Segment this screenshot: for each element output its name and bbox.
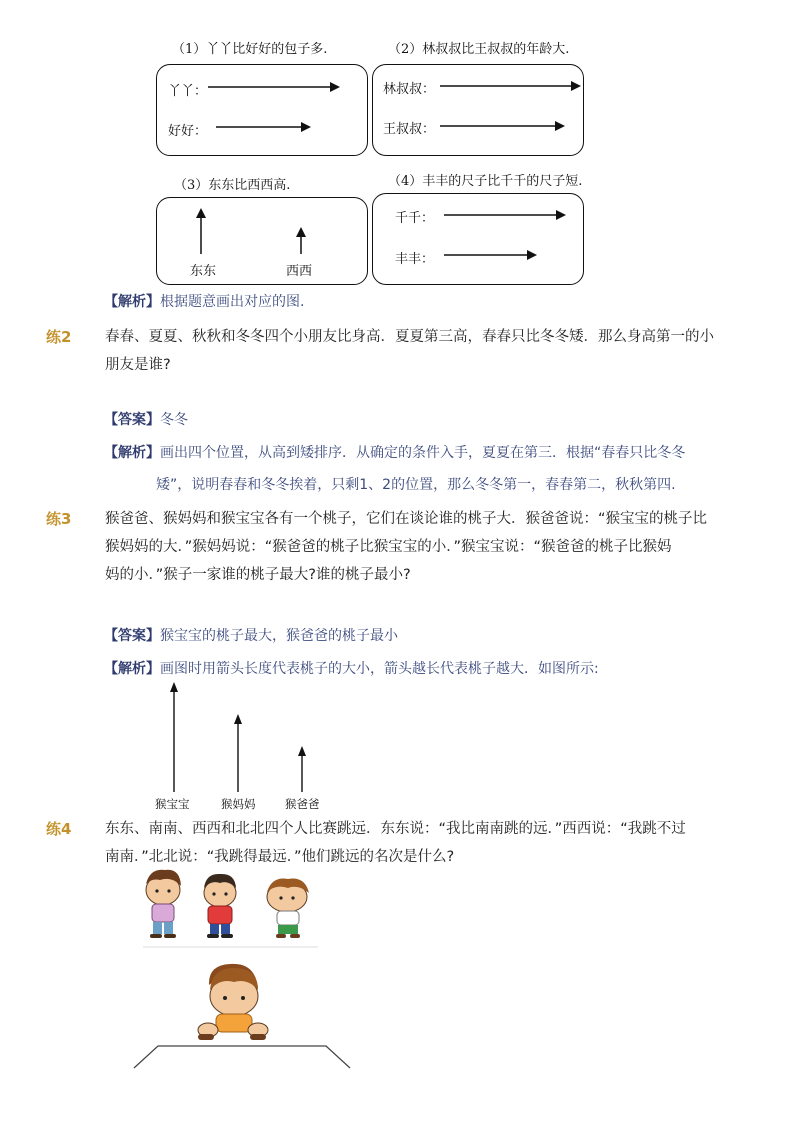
monkey-label-baby: 猴宝宝 [155, 797, 190, 811]
q1-row1-label: 丫丫： [168, 84, 208, 99]
q2-row2-label: 王叔叔： [383, 122, 436, 137]
ex4-line1: 东东、南南、西西和北北四个人比赛跳远．东东说：“我比南南跳的远．”西西说：“我跳不过 [105, 821, 686, 837]
cartoon-kid-3 [267, 879, 309, 938]
cartoon-kid-1 [146, 870, 181, 938]
monkey-label-mom: 猴妈妈 [221, 797, 256, 811]
q4-caption: （4）丰丰的尺子比千千的尺子短. [388, 174, 583, 189]
q1-row2-label: 好好： [168, 124, 208, 139]
analysis1-tag: 【解析】 [104, 294, 160, 310]
ex2-line2: 朋友是谁? [105, 357, 171, 373]
q1-caption: （1）丫丫比好好的包子多. [172, 42, 328, 57]
ex3-line1: 猴爸爸、猴妈妈和猴宝宝各有一个桃子，它们在谈论谁的桃子大．猴爸爸说：“猴宝宝的桃子比 [105, 511, 708, 527]
cartoon-kid-4-sitting [198, 964, 268, 1040]
ex3-analysis-text: 画图时用箭头长度代表桃子的大小，箭头越长代表桃子越大．如图所示: [160, 661, 599, 677]
ex4-label: 练4 [46, 820, 72, 838]
ex2-analysis-line2: 矮”，说明春春和冬冬挨着，只剩1、2的位置，那么冬冬第一，春春第二，秋秋第四. [156, 477, 676, 493]
q4-row1-label: 千千： [395, 211, 435, 226]
q3-right-label: 西西 [286, 264, 313, 279]
ex3-answer-text: 猴宝宝的桃子最大，猴爸爸的桃子最小 [160, 628, 398, 644]
ex3-answer-tag: 【答案】 [104, 628, 160, 644]
ex4-line2: 南南．”北北说：“我跳得最远．”他们跳远的名次是什么? [105, 849, 455, 865]
monkey-label-dad: 猴爸爸 [285, 797, 320, 811]
ex2-analysis-line1: 画出四个位置，从高到矮排序．从确定的条件入手，夏夏在第三．根据“春春只比冬冬 [160, 445, 686, 461]
ex3-line2: 猴妈妈的大．”猴妈妈说：“猴爸爸的桃子比猴宝宝的小．”猴宝宝说：“猴爸爸的桃子比猴妈 [105, 539, 672, 555]
analysis1-text: 根据题意画出对应的图. [160, 294, 305, 310]
q3-caption: （3）东东比西西高. [174, 178, 291, 193]
q3-left-label: 东东 [190, 264, 217, 279]
ex3-line3: 妈的小．”猴子一家谁的桃子最大?谁的桃子最小? [105, 567, 411, 583]
ex3-analysis-tag: 【解析】 [104, 661, 160, 677]
cartoon-kid-2 [204, 874, 236, 938]
q2-row1-label: 林叔叔： [383, 82, 436, 97]
q2-caption: （2）林叔叔比王叔叔的年龄大. [388, 42, 570, 57]
ex2-analysis-tag: 【解析】 [104, 445, 160, 461]
ex3-label: 练3 [46, 510, 72, 528]
ex2-line1: 春春、夏夏、秋秋和冬冬四个小朋友比身高．夏夏第三高，春春只比冬冬矮．那么身高第一的小 [105, 329, 714, 345]
ex2-answer-text: 冬冬 [160, 412, 188, 428]
q4-row2-label: 丰丰： [395, 252, 435, 267]
ex2-answer-tag: 【答案】 [104, 412, 160, 428]
ex2-label: 练2 [46, 328, 72, 346]
